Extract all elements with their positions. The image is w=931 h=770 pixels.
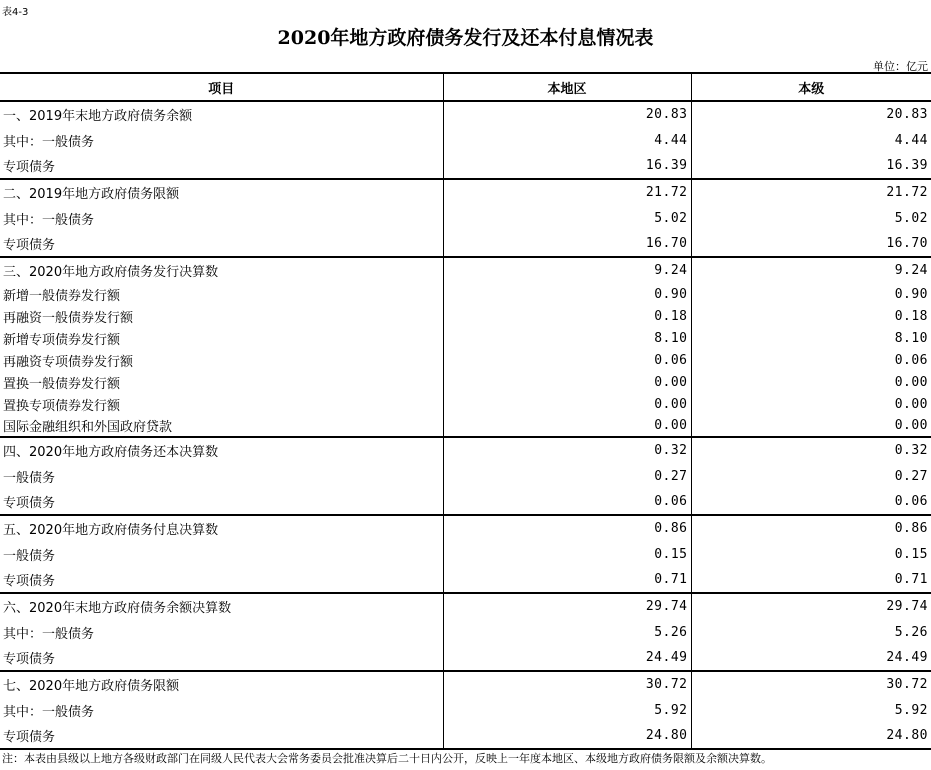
header-item: 项目 xyxy=(0,73,443,101)
table-row xyxy=(0,437,931,463)
table-row xyxy=(0,515,931,541)
row-local-value: 5.26 xyxy=(443,619,691,645)
debt-table xyxy=(0,72,931,750)
row-label: 专项债务 xyxy=(0,645,443,671)
table-row xyxy=(0,619,931,645)
row-label: 新增一般债券发行额 xyxy=(3,288,121,304)
table-row xyxy=(0,567,931,593)
row-level-value: 9.24 xyxy=(894,263,928,278)
table-row xyxy=(0,305,931,327)
row-label: 其中：一般债务 xyxy=(3,626,95,642)
header-level: 本级 xyxy=(691,73,931,101)
row-level-value: 8.10 xyxy=(894,330,928,346)
row-level-value: 0.06 xyxy=(894,352,928,368)
table-row xyxy=(0,489,931,515)
row-level-value: 0.32 xyxy=(894,443,928,458)
table-row xyxy=(0,463,931,489)
table-row xyxy=(0,393,931,415)
row-level-value: 0.15 xyxy=(894,546,928,562)
row-level-value: 0.18 xyxy=(894,308,928,324)
row-local-value: 9.24 xyxy=(443,257,691,283)
row-local-value: 0.32 xyxy=(443,437,691,463)
footnote: 注：本表由县级以上地方各级财政部门在同级人民代表大会常务委员会批准决算后二十日内公开，反映上一年度本地区、本级地方政府债务限额及余额决算数。 xyxy=(2,752,772,765)
row-level-value: 0.00 xyxy=(691,415,931,437)
row-label: 一般债务 xyxy=(3,548,56,564)
row-label: 一般债务 xyxy=(3,470,56,486)
row-label: 专项债务 xyxy=(0,723,443,749)
row-local-value: 4.44 xyxy=(443,127,691,153)
table-row xyxy=(0,205,931,231)
row-level-value: 0.00 xyxy=(894,374,928,390)
table-row xyxy=(0,327,931,349)
row-label: 国际金融组织和外国政府贷款 xyxy=(0,415,443,437)
table-row xyxy=(0,697,931,723)
row-level-value: 5.02 xyxy=(894,210,928,226)
row-local-value: 0.00 xyxy=(443,415,691,437)
table-row xyxy=(0,101,931,127)
table-row xyxy=(0,415,931,437)
row-label: 一、2019年末地方政府债务余额 xyxy=(3,109,193,124)
table-row xyxy=(0,257,931,283)
table-row xyxy=(0,283,931,305)
row-local-value: 8.10 xyxy=(443,327,691,349)
row-local-value: 0.15 xyxy=(443,541,691,567)
row-label: 专项债务 xyxy=(0,231,443,257)
row-local-value: 0.86 xyxy=(443,515,691,541)
row-local-value: 0.06 xyxy=(443,349,691,371)
row-level-value: 29.74 xyxy=(886,599,928,614)
table-id: 表4-3 xyxy=(2,7,29,18)
table-row xyxy=(0,593,931,619)
row-local-value: 5.92 xyxy=(443,697,691,723)
row-label: 专项债务 xyxy=(0,567,443,593)
row-label: 置换专项债券发行额 xyxy=(3,398,121,414)
row-level-value: 5.92 xyxy=(894,702,928,718)
row-local-value: 0.18 xyxy=(443,305,691,327)
row-local-value: 29.74 xyxy=(443,593,691,619)
row-local-value: 16.39 xyxy=(443,153,691,179)
unit-label: 单位：亿元 xyxy=(873,60,928,73)
row-label: 再融资一般债券发行额 xyxy=(3,310,134,326)
row-label: 新增专项债券发行额 xyxy=(3,332,121,348)
table-row xyxy=(0,645,931,671)
table-row xyxy=(0,541,931,567)
row-local-value: 16.70 xyxy=(443,231,691,257)
row-level-value: 0.90 xyxy=(894,286,928,302)
row-local-value: 30.72 xyxy=(443,671,691,697)
row-label: 其中：一般债务 xyxy=(3,704,95,720)
row-label: 置换一般债券发行额 xyxy=(3,376,121,392)
row-label: 专项债务 xyxy=(0,153,443,179)
row-local-value: 24.49 xyxy=(443,645,691,671)
page-title: 2020年地方政府债务发行及还本付息情况表 xyxy=(277,27,654,49)
row-level-value: 24.80 xyxy=(691,723,931,749)
row-local-value: 21.72 xyxy=(443,179,691,205)
header-local: 本地区 xyxy=(443,73,691,101)
table-row xyxy=(0,231,931,257)
row-level-value: 0.86 xyxy=(894,521,928,536)
table-header-row xyxy=(0,73,931,101)
table-row xyxy=(0,179,931,205)
row-level-value: 21.72 xyxy=(886,185,928,200)
row-local-value: 0.00 xyxy=(443,393,691,415)
row-level-value: 16.70 xyxy=(691,231,931,257)
row-local-value: 24.80 xyxy=(443,723,691,749)
row-level-value: 24.49 xyxy=(691,645,931,671)
table-row xyxy=(0,723,931,749)
row-label: 四、2020年地方政府债务还本决算数 xyxy=(3,445,219,460)
row-label: 专项债务 xyxy=(0,489,443,515)
row-level-value: 30.72 xyxy=(886,677,928,692)
row-level-value: 16.39 xyxy=(691,153,931,179)
row-label: 其中：一般债务 xyxy=(3,134,95,150)
row-local-value: 5.02 xyxy=(443,205,691,231)
row-label: 再融资专项债券发行额 xyxy=(3,354,134,370)
row-level-value: 0.00 xyxy=(894,396,928,412)
row-label: 六、2020年末地方政府债务余额决算数 xyxy=(3,601,232,616)
row-local-value: 0.00 xyxy=(443,371,691,393)
row-level-value: 4.44 xyxy=(894,132,928,148)
table-row xyxy=(0,671,931,697)
row-local-value: 0.06 xyxy=(443,489,691,515)
row-label: 其中：一般债务 xyxy=(3,212,95,228)
table-row xyxy=(0,349,931,371)
table-row xyxy=(0,153,931,179)
row-level-value: 0.27 xyxy=(894,468,928,484)
row-level-value: 5.26 xyxy=(894,624,928,640)
row-label: 七、2020年地方政府债务限额 xyxy=(3,679,180,694)
table-row xyxy=(0,127,931,153)
row-local-value: 0.71 xyxy=(443,567,691,593)
row-label: 五、2020年地方政府债务付息决算数 xyxy=(3,523,219,538)
row-level-value: 0.71 xyxy=(691,567,931,593)
row-label: 三、2020年地方政府债务发行决算数 xyxy=(3,265,219,280)
row-local-value: 0.27 xyxy=(443,463,691,489)
table-row xyxy=(0,371,931,393)
row-label: 二、2019年地方政府债务限额 xyxy=(3,187,180,202)
row-local-value: 0.90 xyxy=(443,283,691,305)
row-level-value: 0.06 xyxy=(691,489,931,515)
row-local-value: 20.83 xyxy=(443,101,691,127)
row-level-value: 20.83 xyxy=(886,107,928,122)
